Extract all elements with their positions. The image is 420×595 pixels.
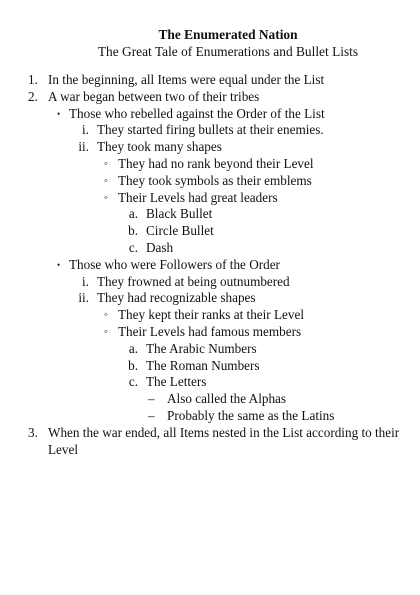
dash-icon: –	[148, 391, 155, 407]
list-item	[69, 290, 410, 424]
list-item-text: Dash	[146, 239, 174, 255]
dash-list	[146, 391, 410, 425]
list-item-text: Their Levels had great leaders	[118, 189, 278, 205]
list-item-text: Their Levels had famous members	[118, 323, 302, 339]
list-item	[97, 156, 410, 173]
list-item	[69, 139, 410, 257]
tribes-bullet-list	[48, 106, 410, 425]
list-item	[97, 324, 410, 425]
list-item	[118, 206, 410, 223]
list-item-text: Also called the Alphas	[167, 391, 287, 407]
list-item-text: Probably the same as the Latins	[167, 407, 335, 423]
circle-bullet-list	[97, 156, 410, 257]
list-item-text: In the beginning, all Items were equal under the List	[48, 72, 325, 87]
list-item	[28, 72, 410, 89]
list-item-text: They started firing bullets at their enemies.	[97, 122, 324, 138]
circle-bullet-icon: ◦	[104, 157, 108, 170]
list-marker: a.	[128, 206, 138, 222]
list-item-text: They frowned at being outnumbered	[97, 273, 290, 289]
list-marker: ii.	[78, 139, 89, 155]
list-item	[97, 190, 410, 257]
list-item	[146, 408, 410, 425]
list-item	[28, 89, 410, 425]
list-marker: 3.	[28, 424, 38, 440]
list-marker: b.	[128, 357, 138, 373]
list-item	[146, 391, 410, 408]
list-item-text: The Letters	[146, 374, 207, 390]
main-enumerated-list	[28, 72, 410, 458]
list-item	[48, 106, 410, 257]
bullet-icon: •	[57, 108, 61, 119]
list-marker: c.	[128, 374, 138, 390]
list-item	[69, 274, 410, 291]
alpha-list	[118, 206, 410, 256]
list-item	[118, 240, 410, 257]
list-marker: i.	[82, 122, 89, 138]
list-item-text: Black Bullet	[146, 206, 213, 222]
list-item-text: They had recognizable shapes	[97, 290, 256, 306]
title-block	[46, 26, 410, 60]
list-item-text: They kept their ranks at their Level	[118, 307, 305, 323]
circle-bullet-icon: ◦	[104, 325, 108, 338]
dash-icon: –	[148, 407, 155, 423]
list-item-text: Circle Bullet	[146, 223, 214, 239]
list-marker: b.	[128, 223, 138, 239]
circle-bullet-icon: ◦	[104, 309, 108, 322]
list-item-text: They had no rank beyond their Level	[118, 155, 314, 171]
document-subtitle: The Great Tale of Enumerations and Bullet Lists	[97, 44, 359, 59]
list-item-text: Those who were Followers of the Order	[69, 256, 280, 272]
list-item-text: The Arabic Numbers	[146, 340, 257, 356]
alpha-list	[118, 341, 410, 425]
list-item	[118, 358, 410, 375]
circle-bullet-icon: ◦	[104, 174, 108, 187]
list-marker: 1.	[28, 72, 38, 87]
list-item	[118, 223, 410, 240]
list-item-text: The Roman Numbers	[146, 357, 260, 373]
list-item-text: They took symbols as their emblems	[118, 172, 312, 188]
list-item	[97, 173, 410, 190]
list-item-text: They took many shapes	[97, 139, 222, 155]
list-item	[69, 122, 410, 139]
list-item-text: Those who rebelled against the Order of the List	[69, 105, 325, 121]
list-item	[118, 374, 410, 424]
circle-bullet-icon: ◦	[104, 191, 108, 204]
list-marker: c.	[128, 239, 138, 255]
list-item-text: A war began between two of their tribes	[48, 88, 260, 104]
list-item-text: When the war ended, all Items nested in the List according to their Level	[48, 424, 400, 457]
roman-list	[69, 274, 410, 425]
list-item	[28, 425, 410, 459]
list-marker: ii.	[78, 290, 89, 306]
bullet-icon: •	[57, 259, 61, 270]
list-marker: a.	[128, 340, 138, 356]
list-item	[97, 307, 410, 324]
list-item	[48, 257, 410, 425]
document-title: The Enumerated Nation	[158, 27, 298, 42]
list-marker: i.	[82, 273, 89, 289]
list-item	[118, 341, 410, 358]
list-marker: 2.	[28, 88, 38, 104]
roman-list	[69, 122, 410, 256]
circle-bullet-list	[97, 307, 410, 425]
